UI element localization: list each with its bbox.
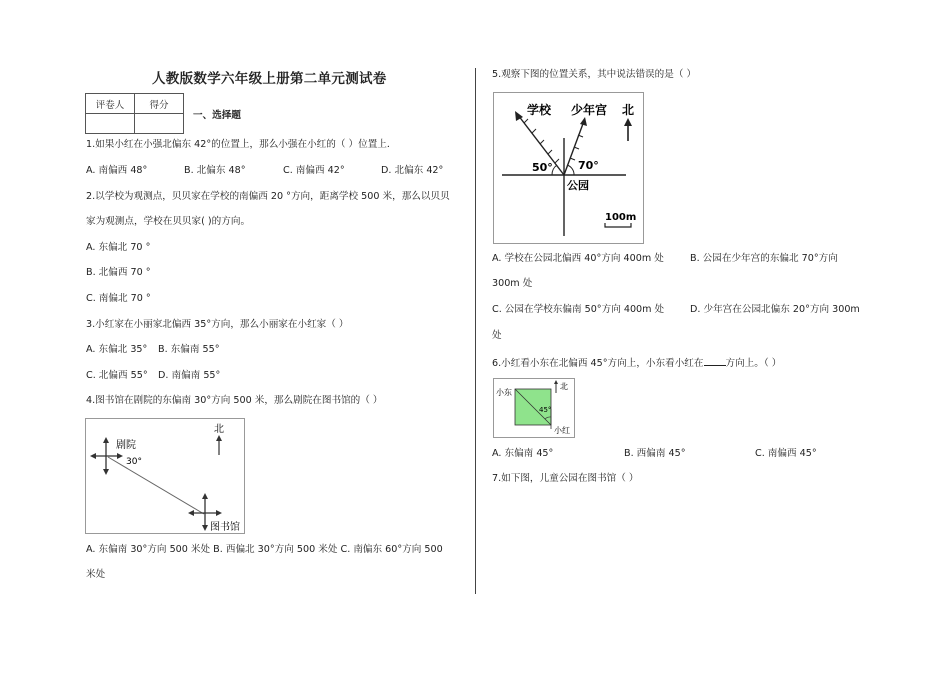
q3-option-a[interactable]: A. 东偏北 35° — [86, 344, 148, 355]
q4-options-line2: 米处 — [86, 569, 106, 580]
q5-option-c[interactable]: C. 公园在学校东偏南 50°方向 400m 处 — [492, 304, 665, 315]
q1-option-c[interactable]: C. 南偏西 42° — [283, 165, 345, 176]
q2-option-c[interactable]: C. 南偏北 70 ° — [86, 293, 151, 304]
q2-option-a[interactable]: A. 东偏北 70 ° — [86, 242, 151, 253]
q6-blank[interactable] — [704, 355, 726, 366]
q6-xiaodong-label: 小东 — [496, 388, 512, 397]
q5-stem: 5.观察下图的位置关系，其中说法错误的是（ ） — [492, 69, 697, 80]
q6-figure — [493, 378, 575, 438]
q5-option-b[interactable]: B. 公园在少年宫的东偏北 70°方向 — [690, 253, 838, 264]
q6-stem-pre: 6.小红看小东在北偏西 45°方向上，小东看小红在 — [492, 358, 704, 369]
score-table-cell-grader[interactable] — [86, 114, 135, 134]
scale-bar-icon — [605, 223, 631, 227]
q3-option-b[interactable]: B. 东偏南 55° — [158, 344, 220, 355]
q4-stem: 4.图书馆在剧院的东偏南 30°方向 500 米，那么剧院在图书馆的（ ） — [86, 395, 383, 406]
q1-stem: 1.如果小红在小强北偏东 42°的位置上，那么小强在小红的（ ）位置上． — [86, 139, 397, 150]
q5-north-label: 北 — [622, 103, 635, 117]
q3-stem: 3.小红家在小丽家北偏西 35°方向，那么小丽家在小红家（ ） — [86, 319, 349, 330]
q6-option-a[interactable]: A. 东偏南 45° — [492, 448, 554, 459]
q3-option-d[interactable]: D. 南偏南 55° — [158, 370, 221, 381]
score-table-cell-score[interactable] — [135, 114, 184, 134]
q5-figure — [493, 92, 644, 244]
q6-xiaohong-label: 小红 — [554, 426, 570, 435]
q1-option-d[interactable]: D. 北偏东 42° — [381, 165, 444, 176]
q4-north-label: 北 — [214, 424, 224, 435]
q4-angle-label: 30° — [126, 457, 142, 467]
q6-figure-svg — [494, 379, 574, 437]
q5-option-d-cont: 处 — [492, 330, 502, 341]
q2-stem-line2: 家为观测点，学校在贝贝家( )的方向。 — [86, 216, 251, 227]
q5-option-a[interactable]: A. 学校在公园北偏西 40°方向 400m 处 — [492, 253, 664, 264]
q4-theater-label: 剧院 — [116, 440, 136, 451]
q5-park-label: 公园 — [567, 179, 589, 192]
q2-option-b[interactable]: B. 北偏西 70 ° — [86, 267, 151, 278]
q5-option-d[interactable]: D. 少年宫在公园北偏东 20°方向 300m — [690, 304, 860, 315]
q5-scale-label: 100m — [605, 212, 637, 223]
q7-stem: 7.如下图，儿童公园在图书馆（ ） — [492, 473, 639, 484]
q3-option-c[interactable]: C. 北偏西 55° — [86, 370, 148, 381]
q5-figure-svg — [494, 93, 643, 243]
q6-stem-post: 方向上。（ ） — [725, 358, 782, 369]
column-divider — [475, 68, 476, 594]
q5-option-b-cont: 300m 处 — [492, 278, 533, 289]
score-table-header-score: 得分 — [135, 94, 184, 114]
q5-school-label: 学校 — [527, 103, 552, 117]
q4-library-label: 图书馆 — [210, 522, 240, 533]
q6-stem — [492, 355, 781, 370]
section-heading: 一、选择题 — [193, 110, 241, 121]
q4-options-line1[interactable]: A. 东偏南 30°方向 500 米处 B. 西偏北 30°方向 500 米处 C. 南偏东 60°方向 500 — [86, 544, 443, 555]
q5-angle-50: 50° — [532, 161, 553, 174]
q6-option-c[interactable]: C. 南偏西 45° — [755, 448, 817, 459]
page-title: 人教版数学六年级上册第二单元测试卷 — [152, 71, 387, 87]
q4-figure — [85, 418, 245, 534]
score-table — [85, 93, 184, 134]
q5-palace-label: 少年宫 — [571, 103, 608, 117]
q6-option-b[interactable]: B. 西偏南 45° — [624, 448, 686, 459]
q6-north-label: 北 — [560, 382, 568, 391]
q6-angle-label: 45° — [539, 406, 552, 414]
q2-stem-line1: 2.以学校为观测点，贝贝家在学校的南偏西 20 °方向，距离学校 500 米，那么以贝贝 — [86, 191, 450, 202]
q4-figure-svg — [86, 419, 244, 533]
score-table-header-grader: 评卷人 — [86, 94, 135, 114]
q1-option-a[interactable]: A. 南偏西 48° — [86, 165, 148, 176]
q1-option-b[interactable]: B. 北偏东 48° — [184, 165, 246, 176]
q5-angle-70: 70° — [578, 159, 599, 172]
